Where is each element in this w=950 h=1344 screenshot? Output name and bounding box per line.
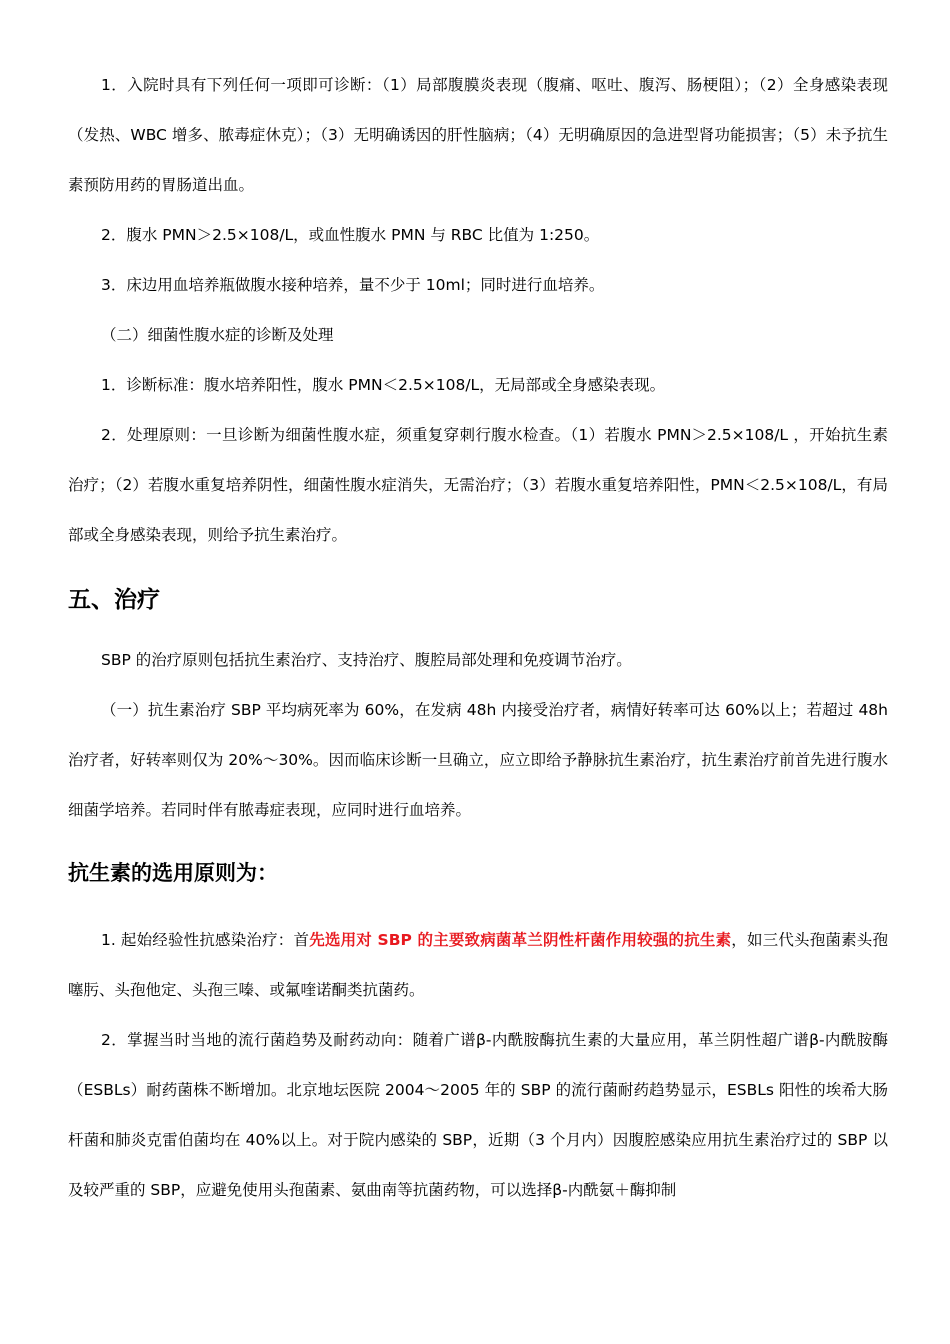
paragraph-culture: 3．床边用血培养瓶做腹水接种培养，量不少于 10ml；同时进行血培养。 bbox=[101, 276, 605, 294]
paragraph-principle-2: 2．掌握当时当地的流行菌趋势及耐药动向：随着广谱β-内酰胺酶抗生素的大量应用，革兰阴性超广谱β-内酰胺酶（ESBLs）耐药菌株不断增加。北京地坛医院 2004～2005 年的 SBP 的流行菌耐药趋势显示，ESBLs 阳性的埃希大肠杆菌和肺炎克雷伯菌均在 40%以上。对于院内感染的 SBP，近期（3 个月内）因腹腔感染应用抗生素治疗过的 SBP 以及较严重的 SBP，应避免使用头孢菌素、氨曲南等抗菌药物，可以选择β-内酰氨＋酶抑制 bbox=[68, 1031, 888, 1199]
principle-1-highlight: 先选用对 SBP 的主要致病菌革兰阴性杆菌作用较强的抗生素 bbox=[309, 931, 732, 949]
paragraph-diagnosis-criteria: 1．入院时具有下列任何一项即可诊断：（1）局部腹膜炎表现（腹痛、呕吐、腹泻、肠梗阻）；（2）全身感染表现（发热、WBC 增多、脓毒症休克）；（3）无明确诱因的肝性脑病；（4）无明确原因的急进型肾功能损害；（5）未予抗生素预防用药的胃肠道出血。 bbox=[68, 76, 888, 194]
paragraph-treatment-principles: SBP 的治疗原则包括抗生素治疗、支持治疗、腹腔局部处理和免疫调节治疗。 bbox=[101, 651, 632, 669]
section-heading-antibiotic-principles: 抗生素的选用原则为： bbox=[68, 860, 278, 885]
document-page bbox=[68, 60, 888, 1215]
paragraph-antibiotic-therapy: （一）抗生素治疗 SBP 平均病死率为 60%，在发病 48h 内接受治疗者，病情好转率可达 60%以上；若超过 48h 治疗者，好转率则仅为 20%～30%。因而临床诊断一旦确立，应立即给予静脉抗生素治疗，抗生素治疗前首先进行腹水细菌学培养。若同时伴有脓毒症表现，应同时进行血培养。 bbox=[68, 701, 888, 819]
principle-1-suffix: ，如三代头孢菌素头孢噻肟、头孢他定、头孢三嗪、或氟喹诺酮类抗菌药。 bbox=[68, 931, 888, 999]
section-heading-treatment: 五、治疗 bbox=[68, 586, 160, 613]
paragraph-bacterascites-treatment: 2．处理原则：一旦诊断为细菌性腹水症，须重复穿刺行腹水检查。（1）若腹水 PMN＞2.5×108/L ，开始抗生素治疗；（2）若腹水重复培养阴性，细菌性腹水症消失，无需治疗；（3）若腹水重复培养阳性，PMN＜2.5×108/L，有局部或全身感染表现，则给予抗生素治疗。 bbox=[68, 426, 888, 544]
paragraph-bacterascites-criteria: 1．诊断标准：腹水培养阳性，腹水 PMN＜2.5×108/L，无局部或全身感染表现。 bbox=[101, 376, 666, 394]
paragraph-bacterascites-title: （二）细菌性腹水症的诊断及处理 bbox=[101, 326, 334, 344]
paragraph-ascites-pmn: 2．腹水 PMN＞2.5×108/L，或血性腹水 PMN 与 RBC 比值为 1:250。 bbox=[101, 226, 600, 244]
principle-1-prefix: 1. 起始经验性抗感染治疗：首 bbox=[101, 931, 310, 949]
paragraph-principle-1 bbox=[68, 915, 888, 1015]
